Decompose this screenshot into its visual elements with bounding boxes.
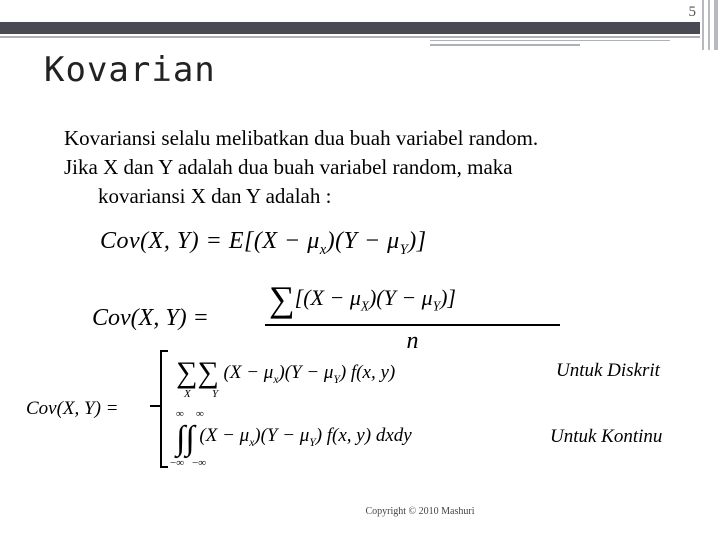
integral-upper-limit: ∞ [176, 408, 184, 420]
formula-part: ) f(x, y) dxdy [315, 425, 412, 446]
formula-subscript: Y [399, 241, 409, 258]
integral-upper-limit: ∞ [196, 408, 204, 420]
copyright-footer: Copyright © 2010 Mashuri [365, 506, 475, 517]
formula-part: )(Y − μ [326, 228, 400, 254]
sum-index-x: X [184, 388, 191, 400]
formula-part: )] [440, 285, 456, 310]
piecewise-brace [160, 350, 172, 468]
continuous-label: Untuk Kontinu [550, 426, 663, 447]
covariance-expectation-formula [100, 228, 427, 259]
body-line: kovariansi X dan Y adalah : [98, 184, 332, 208]
covariance-piecewise-lhs: Cov(X, Y) = [26, 398, 119, 419]
decorative-stripes [700, 0, 720, 50]
slide-body [64, 124, 704, 211]
fraction-numerator [265, 278, 560, 320]
continuous-case-formula [176, 420, 412, 458]
fraction-bar [265, 324, 560, 326]
formula-part: ) f(x, y) [339, 362, 396, 383]
header-bar [0, 22, 700, 34]
brace-tip [150, 405, 160, 407]
sum-icon: ∑ [269, 279, 295, 319]
sum-index-y: Y [212, 388, 219, 400]
integral-lower-limit: −∞ [170, 457, 185, 469]
header-accent-line-3 [430, 40, 670, 41]
formula-subscript: x [273, 373, 279, 386]
formula-part: (X − μ [223, 362, 274, 383]
formula-part: )(Y − μ [368, 285, 433, 310]
formula-subscript: x [249, 436, 255, 449]
body-line: Kovariansi selalu melibatkan dua buah variabel random. [64, 126, 539, 150]
discrete-case-formula [176, 356, 395, 390]
fraction-denominator: n [406, 327, 419, 354]
page-number: 5 [688, 4, 696, 20]
covariance-sample-fraction [265, 278, 560, 355]
body-line: Jika X dan Y adalah dua buah variabel random, maka [64, 155, 513, 179]
formula-part: (X − μ [199, 425, 250, 446]
discrete-label: Untuk Diskrit [556, 360, 660, 381]
formula-part: )] [408, 228, 427, 254]
formula-subscript: Y [309, 436, 316, 449]
formula-part: )(Y − μ [254, 425, 310, 446]
sum-icon: ∑∑ [176, 356, 219, 389]
header-accent-line-2 [430, 44, 580, 46]
integral-lower-limit: −∞ [192, 457, 207, 469]
header-band [0, 0, 700, 22]
header-accent-line [0, 36, 700, 38]
slide-title: Kovarian [44, 50, 216, 90]
formula-subscript: Y [333, 373, 340, 386]
formula-part: )(Y − μ [278, 362, 334, 383]
formula-subscript: x [319, 241, 327, 258]
formula-subscript: X [360, 298, 369, 314]
integral-icon: ∫∫ [176, 420, 195, 457]
formula-subscript: Y [432, 298, 441, 314]
covariance-sample-lhs: Cov(X, Y) = [92, 305, 209, 331]
formula-part: Cov(X, Y) = E[(X − μ [100, 228, 320, 254]
formula-part: [(X − μ [294, 285, 361, 310]
